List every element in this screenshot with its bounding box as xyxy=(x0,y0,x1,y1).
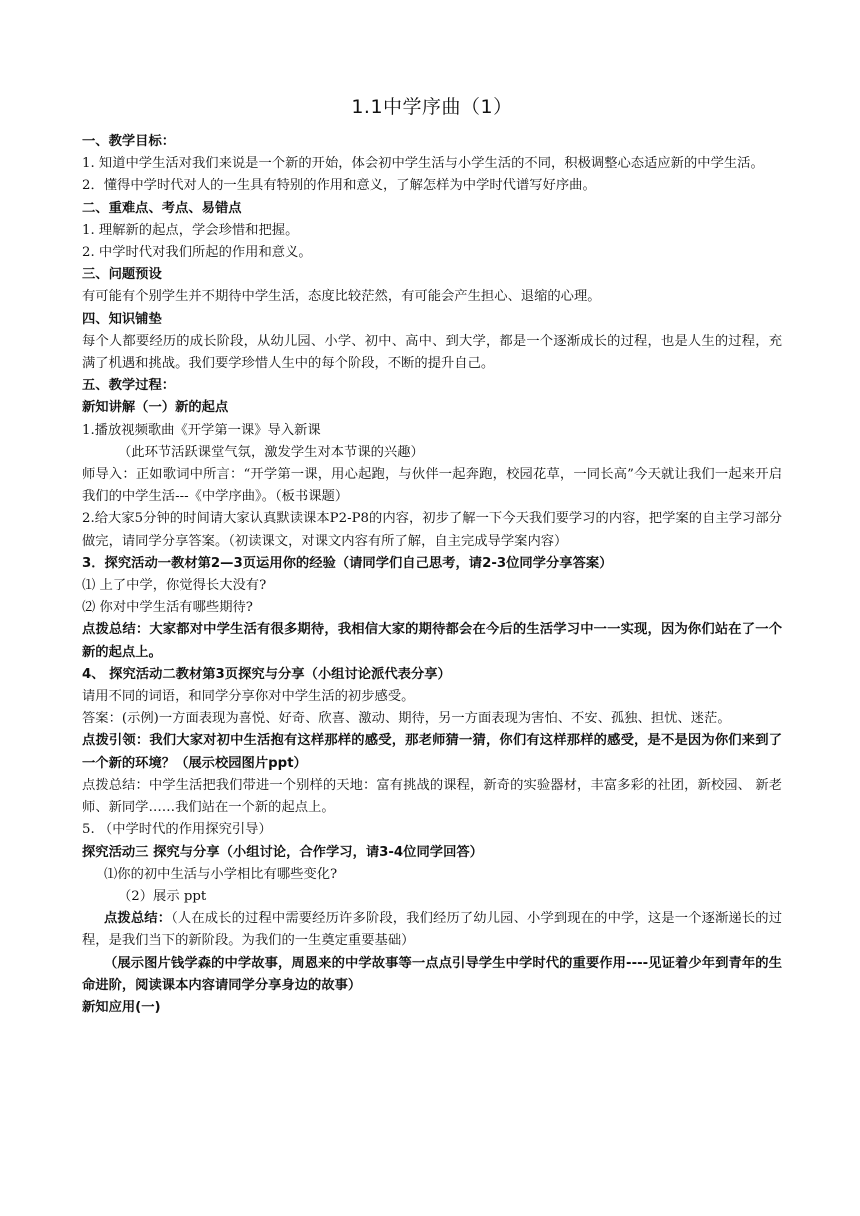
paragraph: ⑴你的初中生活与小学相比有哪些变化? xyxy=(104,866,338,882)
section-heading: 点拨引领：我们大家对初中生活抱有这样那样的感受，那老师猜一猜，你们有这样那样的感受，是不是因为你们来到了一个新的环境？（展示校园图片ppt） xyxy=(82,733,782,771)
section-heading: 1. 知道中学生活对我们来说是一个新的开始，体会初中学生活与小学生活的不同，积极调整心态适应新的中学生活。 xyxy=(82,156,764,172)
section-heading: 探究活动三 探究与分享（小组讨论，合作学习，请3-4位同学回答） xyxy=(82,844,483,860)
section-heading: 3．探究活动一教材第2—3页运用你的经验（请同学们自己思考，请2-3位同学分享答案） xyxy=(82,555,613,571)
paragraph: 请用不同的词语，和同学分享你对中学生活的初步感受。 xyxy=(82,689,415,705)
section-heading: 四、知识铺垫 xyxy=(82,311,162,327)
paragraph: 5. （中学时代的作用探究引导） xyxy=(82,822,272,838)
document-body xyxy=(82,131,782,1019)
paragraph: 每个人都要经历的成长阶段，从幼儿园、小学、初中、高中、到大学，都是一个逐渐成长的过程，也是人生的过程，充满了机遇和挑战。我们要学珍惜人生中的每个阶段，不断的提升自己。 xyxy=(82,333,782,372)
paragraph: 1. 理解新的起点，学会珍惜和把握。 xyxy=(82,222,299,238)
paragraph: 点拨总结：中学生活把我们带进一个别样的天地：富有挑战的课程，新奇的实验器材，丰富多彩的社团，新校园、 新老师、新同学……我们站在一个新的起点上。 xyxy=(82,777,782,816)
paragraph: 2.给大家5分钟的时间请大家认真默读课本P2-P8的内容，初步了解一下今天我们要学习的内容，把学案的自主学习部分做完，请同学分享答案。（初读课文，对课文内容有所了解，自主完成导学案内容） xyxy=(82,511,782,549)
section-heading: 点拨总结：大家都对中学生活有很多期待，我相信大家的期待都会在今后的生活学习中一一实现，因为你们站在了一个新的起点上。 xyxy=(82,622,782,660)
document-page xyxy=(82,92,782,1019)
paragraph: 1.播放视频歌曲《开学第一课》导入新课 xyxy=(82,422,321,438)
paragraph: （2）展示 ppt xyxy=(118,888,207,904)
section-heading: 4、 探究活动二教材第3页探究与分享（小组讨论派代表分享） xyxy=(82,666,451,682)
paragraph: 2．懂得中学时代对人的一生具有特别的作用和意义，了解怎样为中学时代谱写好序曲。 xyxy=(82,178,596,194)
paragraph: ⑴ 上了中学，你觉得长大没有? xyxy=(82,578,267,594)
paragraph: （此环节活跃课堂气氛，激发学生对本节课的兴趣） xyxy=(118,444,424,460)
section-heading: 二、重难点、考点、易错点 xyxy=(82,200,242,216)
paragraph: ⑵ 你对中学生活有哪些期待? xyxy=(82,600,253,616)
paragraph xyxy=(82,908,782,952)
section-heading: （展示图片钱学森的中学故事，周恩来的中学故事等一点点引导学生中学时代的重要作用----见证着少年到青年的生命进阶，阅读课本内容请同学分享身边的故事） xyxy=(82,955,782,993)
paragraph-lead: 点拨总结： xyxy=(104,911,172,927)
section-heading: 一、教学目标： xyxy=(82,134,176,149)
paragraph-rest: （人在成长的过程中需要经历许多阶段，我们经历了幼儿园、小学到现在的中学，这是一个逐渐递长的过程，是我们当下的新阶段。为我们的一生奠定重要基础） xyxy=(82,911,782,949)
paragraph: 有可能有个别学生并不期待中学生活，态度比较茫然，有可能会产生担心、退缩的心理。 xyxy=(82,289,601,305)
section-heading: 新知讲解（一）新的起点 xyxy=(82,400,229,416)
page-title: 1.1中学序曲（1） xyxy=(351,96,513,118)
paragraph: 2. 中学时代对我们所起的作用和意义。 xyxy=(82,245,312,261)
paragraph: 答案：(示例)一方面表现为喜悦、好奇、欣喜、激动、期待，另一方面表现为害怕、不安、孤独、担忧、迷茫。 xyxy=(82,711,731,727)
section-heading: 五、教学过程： xyxy=(82,378,176,394)
section-heading: 新知应用(一) xyxy=(82,999,161,1015)
paragraph: 师导入：正如歌词中所言：“开学第一课，用心起跑，与伙伴一起奔跑，校园花草，一同长高”今天就让我们一起来开启我们的中学生活---《中学序曲》。（板书课题） xyxy=(82,467,782,505)
section-heading: 三、问题预设 xyxy=(82,267,162,283)
